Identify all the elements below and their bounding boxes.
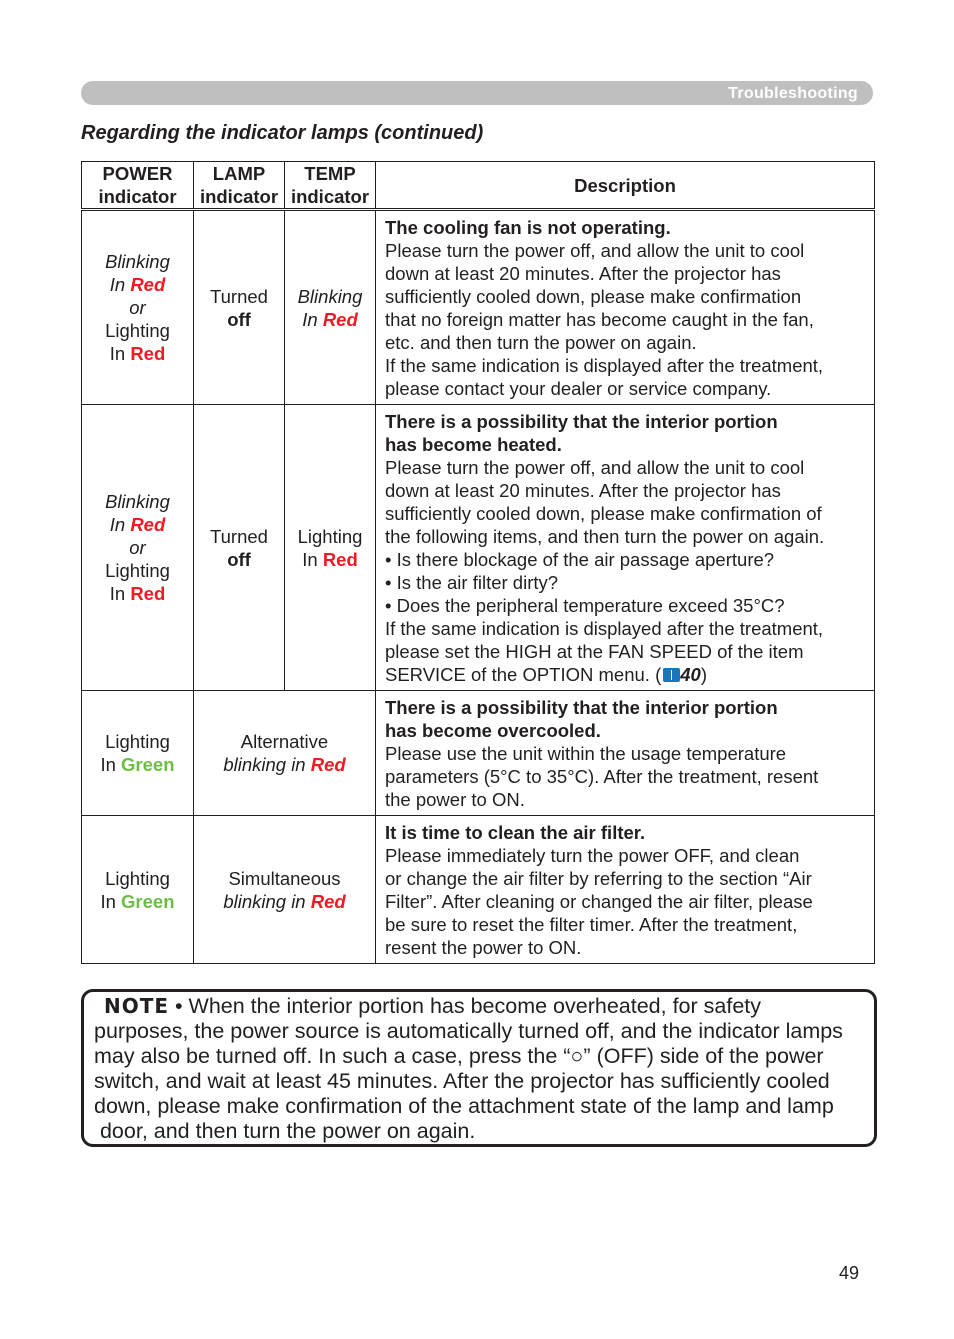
note-line: switch, and wait at least 45 minutes. After the projector has sufficiently cooled [94,1069,830,1093]
description-cell: There is a possibility that the interior portion has become overcooled. Please use the unit within the usage temperature parameters (5°C to 35°C). After the treatment, resent the power to ON. [376,691,875,816]
lamp-temp-indicator-cell: Simultaneous blinking in Red [194,816,376,964]
note-box [81,989,877,1147]
page-reference: 40 [680,664,701,685]
table-row [82,405,875,691]
temp-indicator-cell: Lighting In Red [285,405,376,691]
indicator-table [81,161,875,964]
description-cell: The cooling fan is not operating. Please turn the power off, and allow the unit to cool down at least 20 minutes. After the projector has sufficiently cooled down, please make confirmation that no foreign matter has become caught in the fan, etc. and then turn the power on again. If the same indication is displayed after the treatment, please contact your dealer or service company. [376,210,875,405]
note-line: down, please make confirmation of the attachment state of the lamp and lamp [94,1094,834,1118]
note-line: door, and then turn the power on again. [94,1119,476,1143]
power-indicator-header: POWER indicator [82,162,194,210]
note-label: NOTE [104,994,170,1018]
section-name: Troubleshooting [728,85,858,102]
lamp-indicator-header: LAMP indicator [194,162,285,210]
note-line: purposes, the power source is automatically turned off, and the indicator lamps [94,1019,843,1043]
power-indicator-cell: Blinking In Red or Lighting In Red [82,210,194,405]
book-reference-icon [663,668,680,682]
power-indicator-cell: Lighting In Green [82,816,194,964]
section-header-bar [81,81,873,105]
description-cell: There is a possibility that the interior portion has become heated. Please turn the power off, and allow the unit to cool down at least 20 minutes. After the projector has sufficiently cooled down, please make confirmation of the following items, and then turn the power on again. • Is there blockage of the air passage aperture? • Is the air filter dirty? • Does the peripheral temperature exceed 35°C? If the same indication is displayed after the treatment, please set the HIGH at the FAN SPEED of the item SERVICE of the OPTION menu. ( 40) [376,405,875,691]
table-header-row [82,162,875,210]
page-title: Regarding the indicator lamps (continued) [81,122,484,144]
table-row [82,691,875,816]
table-row [82,210,875,405]
lamp-indicator-cell: Turned off [194,210,285,405]
lamp-temp-indicator-cell: Alternative blinking in Red [194,691,376,816]
lamp-indicator-cell: Turned off [194,405,285,691]
page-number: 49 [838,1263,859,1283]
description-header: Description [376,162,875,210]
description-cell: It is time to clean the air filter. Please immediately turn the power OFF, and clean or change the air filter by referring to the section “Air Filter”. After cleaning or changed the air filter, please be sure to reset the filter timer. After the treatment, resent the power to ON. [376,816,875,964]
note-line: may also be turned off. In such a case, press the “○” (OFF) side of the power [94,1044,824,1068]
power-indicator-cell: Lighting In Green [82,691,194,816]
temp-indicator-cell: Blinking In Red [285,210,376,405]
table-row [82,816,875,964]
note-line: NOTE • When the interior portion has become overheated, for safety [104,994,762,1018]
temp-indicator-header: TEMP indicator [285,162,376,210]
power-indicator-cell: Blinking In Red or Lighting In Red [82,405,194,691]
